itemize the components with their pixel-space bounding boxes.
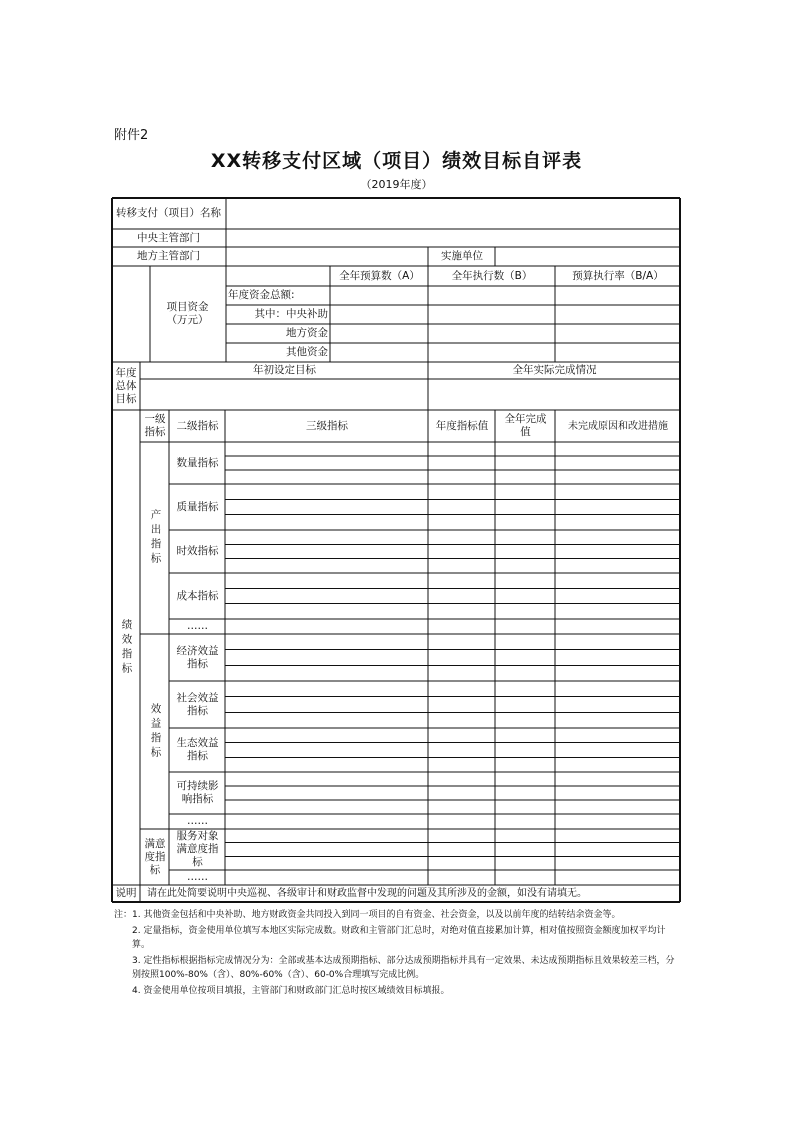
satisfaction-item-service: 服务对象满意度指标 <box>176 830 219 868</box>
annual-goal-col-actual: 全年实际完成情况 <box>512 363 597 376</box>
notes-section <box>114 908 682 1000</box>
indicators-col-level2: 二级指标 <box>176 419 219 432</box>
funds-col-budget: 全年预算数（A） <box>339 269 420 282</box>
annual-goal-actual-value[interactable] <box>429 379 680 410</box>
output-item-cost: 成本指标 <box>176 589 219 602</box>
output-item-timeliness: 时效指标 <box>176 545 219 557</box>
central-dept-value[interactable] <box>226 229 680 247</box>
effect-indicators-label: 效益指标 <box>149 702 162 761</box>
annual-goal-label: 年度总体目标 <box>115 366 137 405</box>
funds-col-rate: 预算执行率（B/A） <box>572 269 664 282</box>
attachment-label: 附件2 <box>114 128 149 143</box>
effect-item-social: 社会效益指标 <box>176 691 219 717</box>
impl-unit-value[interactable] <box>496 247 680 266</box>
explanation-text: 请在此处简要说明中央巡视、各级审计和财政监督中发现的问题及其所涉及的金额，如没有请填无。 <box>147 888 587 899</box>
funds-col-exec: 全年执行数（B） <box>451 269 533 282</box>
indicators-side-label: 绩效指标 <box>120 618 133 677</box>
local-dept-label: 地方主管部门 <box>137 250 200 262</box>
project-name-value[interactable] <box>226 198 680 229</box>
satisfaction-indicators-label: 满意度指标 <box>144 837 166 876</box>
note-3: 3. 定性指标根据指标完成情况分为：全部或基本达成预期指标、部分达成预期指标并具有一定效果、未达成预期指标且效果较差三档，分别按照100%-80%（含）、80%-60%（含）、60-0%合理填写完成比例。 <box>132 956 675 980</box>
form-year: （2019年度） <box>360 178 433 191</box>
funds-row-central: 其中：中央补助 <box>254 308 328 320</box>
annual-goal-initial-value[interactable] <box>141 379 428 410</box>
funds-row-local: 地方资金 <box>286 327 328 339</box>
local-dept-value[interactable] <box>226 247 428 266</box>
indicators-col-target: 年度指标值 <box>435 419 489 432</box>
impl-unit-label: 实施单位 <box>441 250 483 262</box>
output-indicators-label: 产出指标 <box>149 509 162 567</box>
funds-row-other: 其他资金 <box>286 346 328 358</box>
note-4: 4. 资金使用单位按项目填报，主管部门和财政部门汇总时按区域绩效目标填报。 <box>132 986 450 996</box>
satisfaction-item-more: …… <box>187 871 208 883</box>
indicators-col-reason: 未完成原因和改进措施 <box>568 420 668 432</box>
explanation-label: 说明 <box>115 887 137 899</box>
indicators-col-level1: 一级指标 <box>144 413 166 438</box>
output-item-more: …… <box>187 620 208 632</box>
output-item-quality: 质量指标 <box>176 500 219 513</box>
effect-item-more: …… <box>187 815 208 827</box>
funds-row-total: 年度资金总额: <box>228 289 295 301</box>
indicators-col-actual: 全年完成值 <box>504 413 547 438</box>
form-title: XX转移支付区域（项目）绩效目标自评表 <box>210 150 583 172</box>
note-1: 注：1. 其他资金包括和中央补助、地方财政资金共同投入到同一项目的自有资金、社会资金，以及以前年度的结转结余资金等。 <box>114 910 621 920</box>
funds-label: 项目资金（万元） <box>166 301 209 326</box>
annual-goal-col-initial: 年初设定目标 <box>253 363 316 376</box>
effect-item-sustainable: 可持续影响指标 <box>176 780 219 805</box>
effect-item-economic: 经济效益指标 <box>176 644 219 670</box>
central-dept-label: 中央主管部门 <box>137 231 200 244</box>
note-2: 2. 定量指标，资金使用单位填写本地区实际完成数。财政和主管部门汇总时，对绝对值直接累加计算，相对值按照资金额度加权平均计算。 <box>132 926 666 950</box>
output-item-quantity: 数量指标 <box>176 456 219 469</box>
indicators-col-level3: 三级指标 <box>306 419 348 432</box>
effect-item-ecological: 生态效益指标 <box>176 737 219 762</box>
project-name-label: 转移支付（项目）名称 <box>116 207 221 219</box>
